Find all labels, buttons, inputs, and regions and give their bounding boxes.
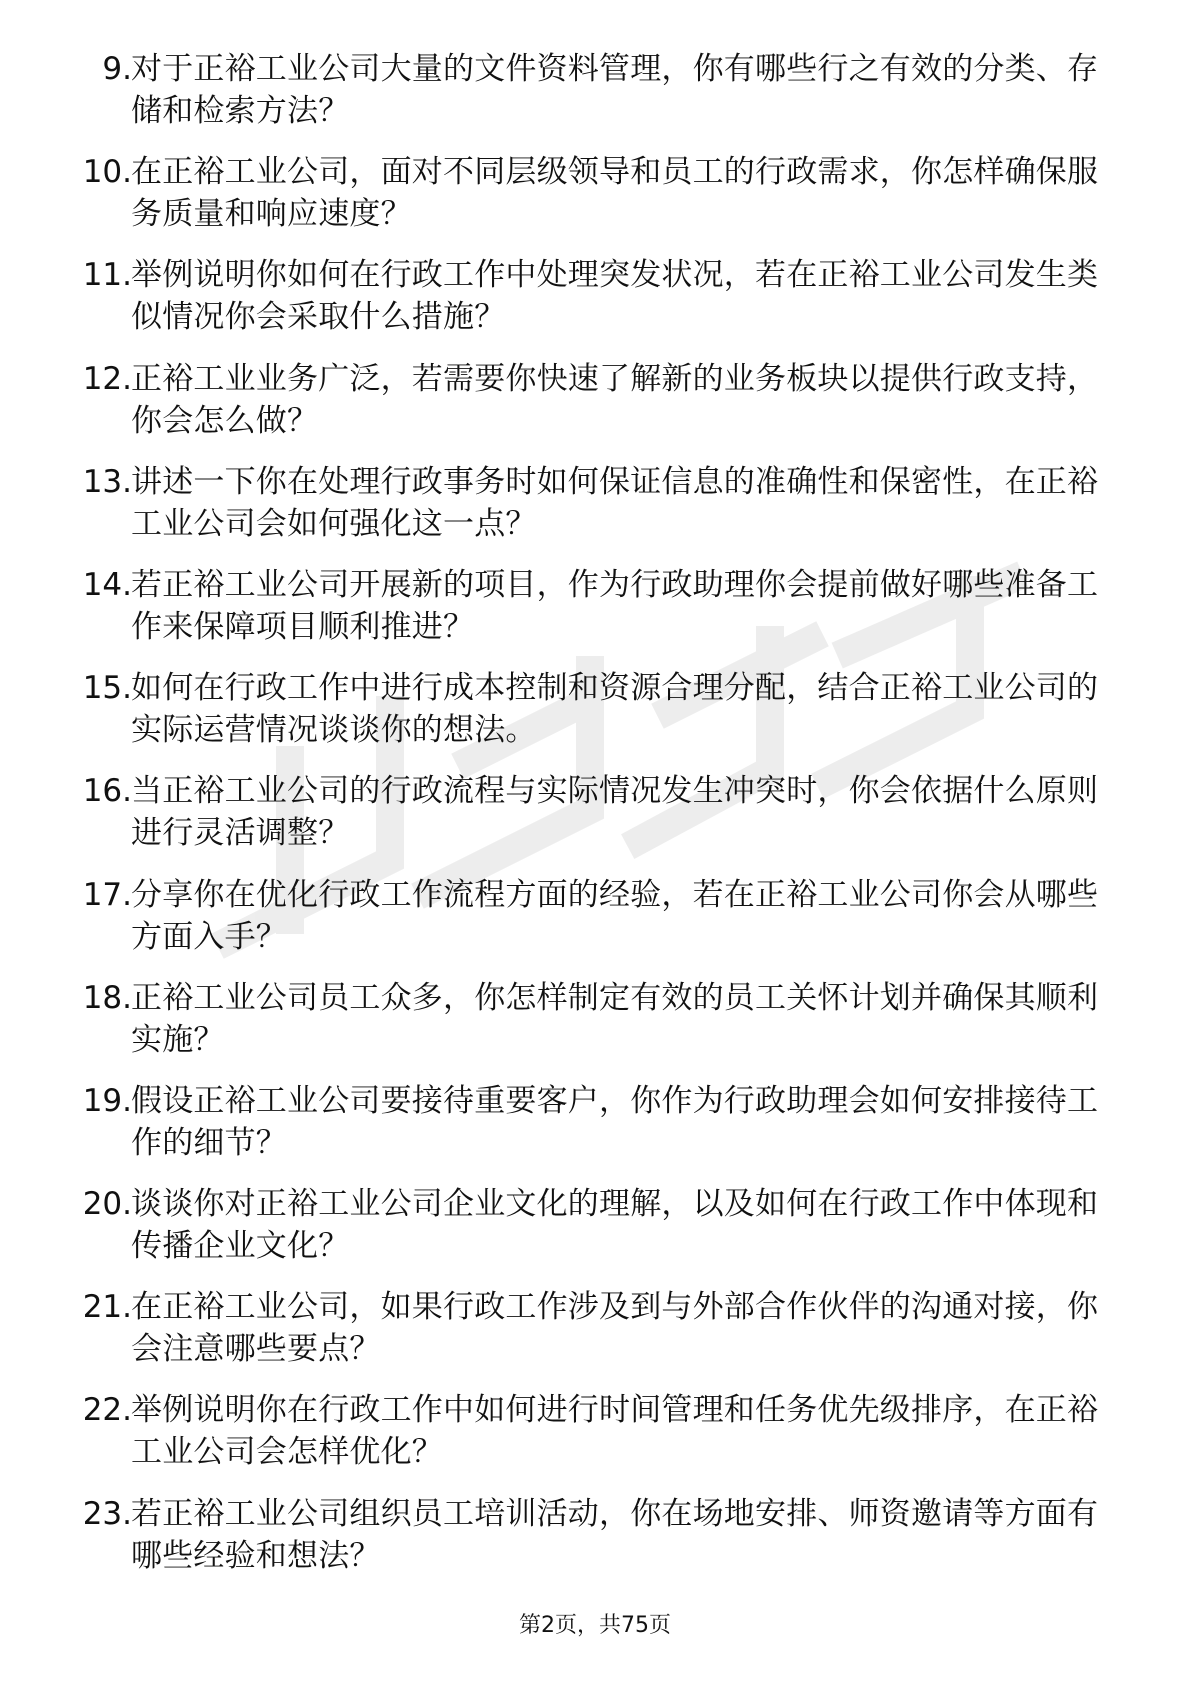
question-number: 13. xyxy=(82,463,132,500)
question-text: 若正裕工业公司开展新的项目，作为行政助理你会提前做好哪些准备工作来保障项目顺利推进？ xyxy=(131,566,1099,645)
question-text: 在正裕工业公司，如果行政工作涉及到与外部合作伙伴的沟通对接，你会注意哪些要点？ xyxy=(131,1289,1099,1368)
question-number: 23. xyxy=(82,1495,132,1532)
question-number: 9. xyxy=(102,51,132,87)
question-item xyxy=(0,1183,1190,1286)
question-number: 15. xyxy=(82,670,132,707)
page-number-label: 第2页，共75页 xyxy=(519,1613,671,1638)
question-number: 22. xyxy=(82,1392,132,1429)
question-item xyxy=(0,1286,1190,1389)
question-number: 19. xyxy=(82,1082,132,1119)
question-item xyxy=(0,667,1190,770)
question-text: 分享你在优化行政工作流程方面的经验，若在正裕工业公司你会从哪些方面入手？ xyxy=(131,876,1099,955)
question-item xyxy=(0,977,1190,1080)
page-footer xyxy=(0,1612,1190,1640)
question-text: 举例说明你如何在行政工作中处理突发状况，若在正裕工业公司发生类似情况你会采取什么措施？ xyxy=(131,257,1099,336)
question-list xyxy=(0,48,1190,1596)
question-item xyxy=(0,48,1190,151)
question-number: 12. xyxy=(82,360,132,397)
question-item xyxy=(0,564,1190,667)
question-item xyxy=(0,1389,1190,1492)
question-text: 正裕工业公司员工众多，你怎样制定有效的员工关怀计划并确保其顺利实施？ xyxy=(131,979,1099,1058)
question-number: 20. xyxy=(82,1186,132,1223)
question-text: 举例说明你在行政工作中如何进行时间管理和任务优先级排序，在正裕工业公司会怎样优化？ xyxy=(131,1392,1099,1471)
question-item xyxy=(0,254,1190,357)
question-text: 对于正裕工业公司大量的文件资料管理，你有哪些行之有效的分类、存储和检索方法？ xyxy=(131,51,1099,129)
question-item xyxy=(0,770,1190,873)
question-item xyxy=(0,874,1190,977)
question-number: 14. xyxy=(82,566,132,603)
question-number: 10. xyxy=(82,154,132,191)
question-text: 若正裕工业公司组织员工培训活动，你在场地安排、师资邀请等方面有哪些经验和想法？ xyxy=(131,1495,1099,1574)
question-text: 当正裕工业公司的行政流程与实际情况发生冲突时，你会依据什么原则进行灵活调整？ xyxy=(131,773,1099,852)
question-number: 16. xyxy=(82,773,132,810)
question-item xyxy=(0,1493,1190,1596)
question-number: 11. xyxy=(82,257,132,294)
question-number: 18. xyxy=(82,979,132,1016)
question-item xyxy=(0,461,1190,564)
question-item xyxy=(0,1080,1190,1183)
question-text: 谈谈你对正裕工业公司企业文化的理解，以及如何在行政工作中体现和传播企业文化？ xyxy=(131,1186,1099,1265)
question-text: 正裕工业业务广泛，若需要你快速了解新的业务板块以提供行政支持，你会怎么做？ xyxy=(131,360,1099,439)
question-item xyxy=(0,358,1190,461)
question-text: 在正裕工业公司，面对不同层级领导和员工的行政需求，你怎样确保服务质量和响应速度？ xyxy=(131,154,1099,233)
question-text: 假设正裕工业公司要接待重要客户，你作为行政助理会如何安排接待工作的细节？ xyxy=(131,1082,1099,1161)
question-item xyxy=(0,151,1190,254)
question-text: 如何在行政工作中进行成本控制和资源合理分配，结合正裕工业公司的实际运营情况谈谈你的想法。 xyxy=(131,670,1099,749)
question-number: 21. xyxy=(82,1289,132,1326)
question-number: 17. xyxy=(82,876,132,913)
question-text: 讲述一下你在处理行政事务时如何保证信息的准确性和保密性，在正裕工业公司会如何强化这一点？ xyxy=(131,463,1099,542)
